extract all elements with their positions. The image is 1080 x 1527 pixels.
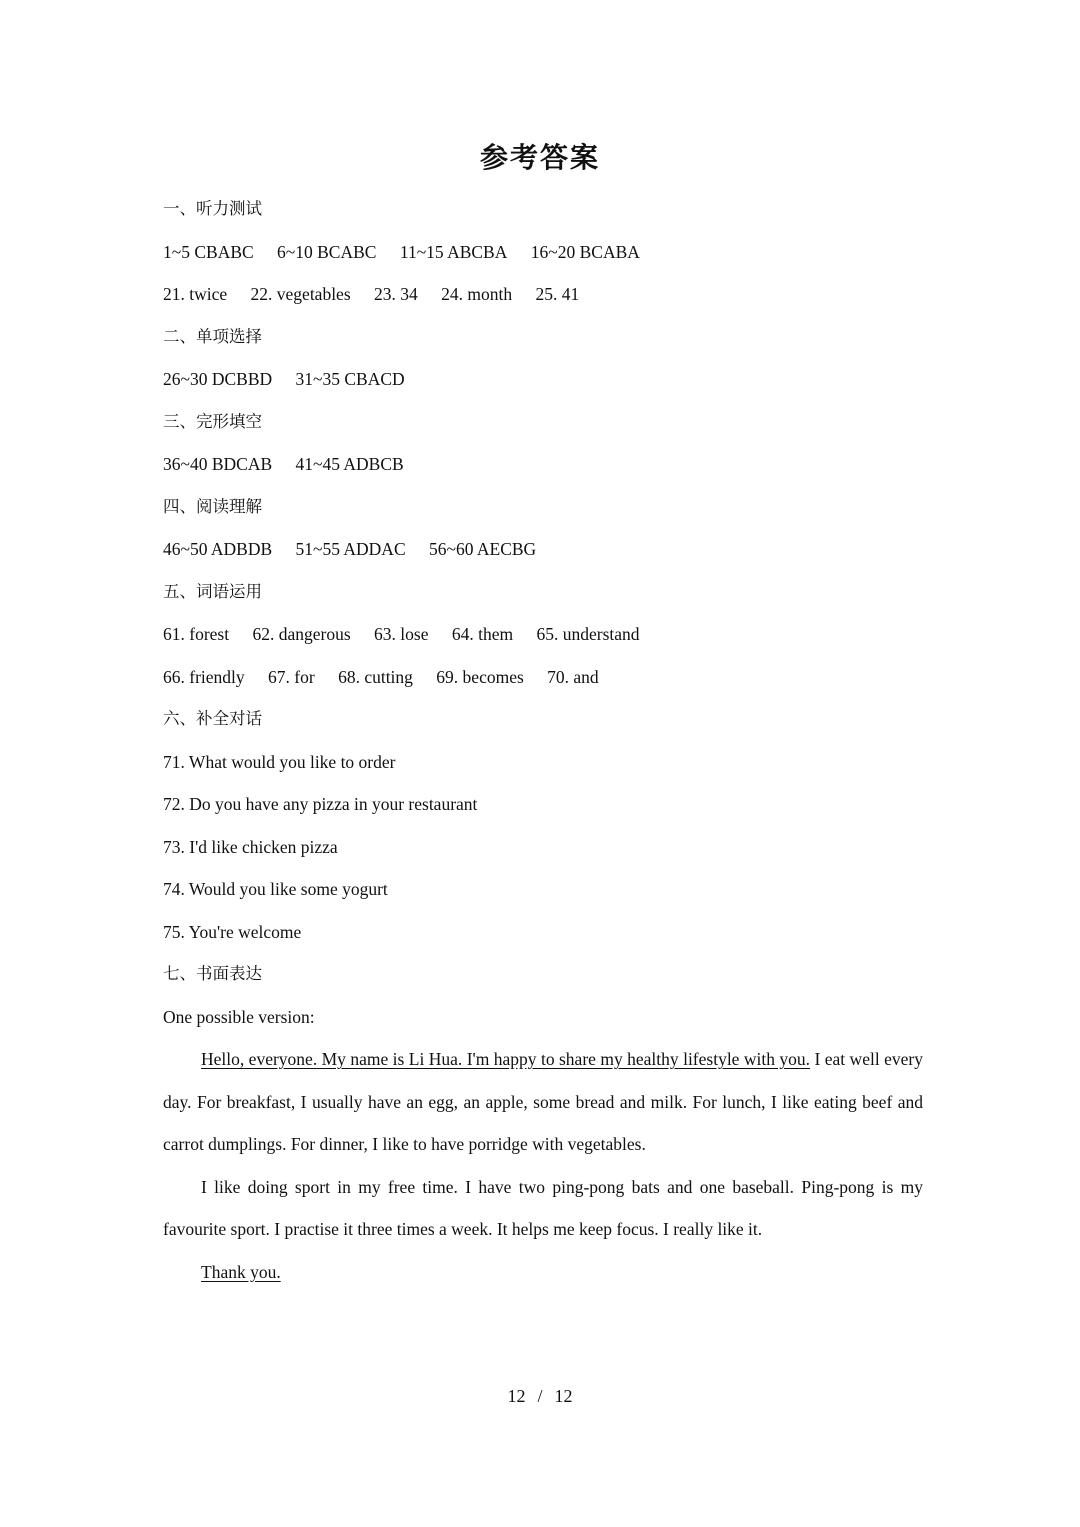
page-separator: / bbox=[537, 1386, 543, 1406]
paragraph-text: I eat well every day. For breakfast, I usually have an egg, an apple, some bread and milk. For lunch, I like eating beef and carrot dumplings. For dinner, I like to have porridge with vegetables. bbox=[163, 1049, 923, 1154]
section-heading-cloze: 三、完形填空 bbox=[163, 411, 262, 431]
dialogue-answer: 74. Would you like some yogurt bbox=[163, 879, 388, 899]
answer-group: 56~60 AECBG bbox=[429, 539, 537, 559]
section-heading-dialogue: 六、补全对话 bbox=[163, 709, 262, 728]
answer-content bbox=[163, 188, 923, 1293]
answer-item: 67. for bbox=[268, 666, 315, 687]
answer-item: 21. twice bbox=[163, 284, 228, 304]
section-heading-word-use: 五、词语运用 bbox=[163, 581, 262, 601]
answer-group: 31~35 CBACD bbox=[295, 369, 405, 389]
underlined-sentence: Hello, everyone. My name is Li Hua. I'm happy to share my healthy lifestyle with you. bbox=[201, 1049, 811, 1069]
answer-item: 62. dangerous bbox=[252, 624, 351, 644]
answer-item: 24. month bbox=[441, 284, 513, 304]
total-pages: 12 bbox=[554, 1386, 573, 1406]
answer-group: 16~20 BCABA bbox=[530, 241, 640, 262]
answer-item: 70. and bbox=[547, 666, 599, 687]
answer-group: 36~40 BDCAB bbox=[163, 454, 273, 474]
answer-group: 1~5 CBABC bbox=[163, 241, 254, 262]
answer-item: 65. understand bbox=[536, 624, 640, 644]
answer-group: 46~50 ADBDB bbox=[163, 539, 273, 559]
page-title: 参考答案 bbox=[479, 141, 600, 174]
answer-item: 64. them bbox=[451, 624, 514, 644]
answer-item: 25. 41 bbox=[535, 284, 580, 304]
answer-group: 51~55 ADDAC bbox=[295, 539, 406, 559]
dialogue-answer: 72. Do you have any pizza in your restaurant bbox=[163, 794, 478, 814]
current-page: 12 bbox=[507, 1386, 526, 1406]
answer-item: 69. becomes bbox=[436, 666, 524, 687]
answer-row bbox=[163, 358, 923, 401]
answer-item: 63. lose bbox=[374, 624, 429, 644]
section-heading-listening: 一、听力测试 bbox=[163, 199, 262, 218]
answer-group: 11~15 ABCBA bbox=[399, 241, 508, 262]
writing-paragraph-2: I like doing sport in my free time. I have two ping-pong bats and one baseball. Ping-pong is my favourite sport. I practise it three times a week. It helps me keep focus. I really like it. bbox=[163, 1176, 923, 1239]
dialogue-answer: 75. You're welcome bbox=[163, 921, 302, 942]
answer-row bbox=[163, 656, 923, 699]
answer-row bbox=[163, 528, 923, 571]
answer-item: 22. vegetables bbox=[250, 284, 351, 304]
answer-group: 6~10 BCABC bbox=[277, 241, 377, 262]
answer-row bbox=[163, 231, 923, 274]
answer-item: 23. 34 bbox=[374, 284, 418, 304]
answer-group: 26~30 DCBBD bbox=[163, 369, 273, 389]
page-number bbox=[0, 1383, 1080, 1409]
dialogue-answer: 73. I'd like chicken pizza bbox=[163, 836, 338, 857]
answer-item: 68. cutting bbox=[338, 666, 413, 687]
writing-paragraph-3 bbox=[163, 1251, 923, 1294]
section-heading-single-choice: 二、单项选择 bbox=[163, 326, 262, 346]
answer-item: 66. friendly bbox=[163, 666, 245, 687]
section-heading-writing: 七、书面表达 bbox=[163, 964, 262, 983]
section-heading-reading: 四、阅读理解 bbox=[163, 496, 262, 516]
answer-row bbox=[163, 443, 923, 486]
writing-paragraph-1 bbox=[163, 1038, 923, 1166]
dialogue-answer: 71. What would you like to order bbox=[163, 751, 396, 772]
answer-group: 41~45 ADBCB bbox=[295, 454, 404, 474]
writing-intro: One possible version: bbox=[163, 1006, 315, 1027]
answer-item: 61. forest bbox=[163, 624, 230, 644]
answer-row bbox=[163, 613, 923, 656]
underlined-closing: Thank you. bbox=[201, 1261, 281, 1282]
answer-row bbox=[163, 273, 923, 316]
